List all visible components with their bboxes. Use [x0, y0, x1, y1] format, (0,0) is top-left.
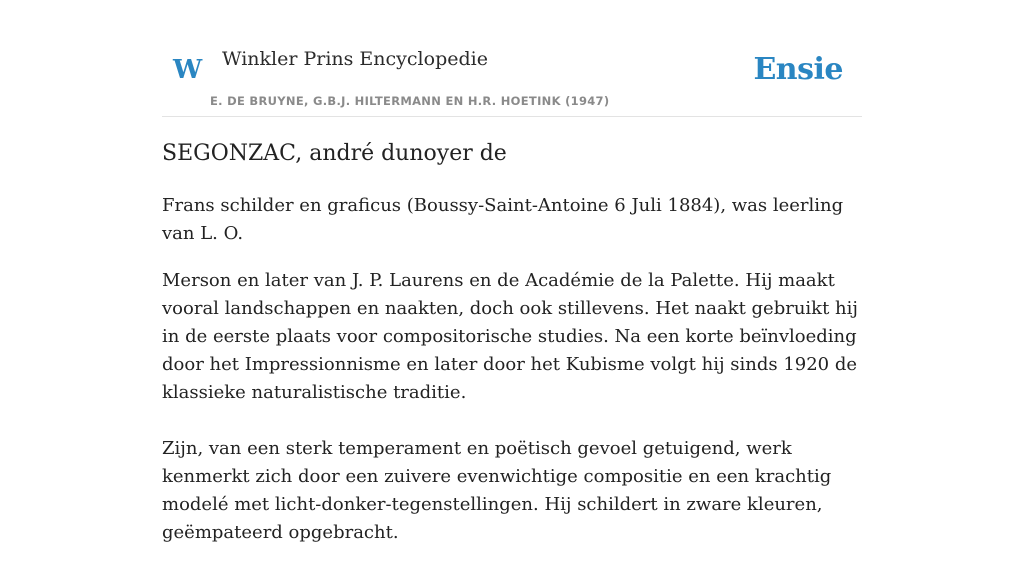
book-header	[162, 0, 862, 117]
entry-body	[162, 192, 862, 566]
book-title[interactable]: Winkler Prins Encyclopedie	[222, 48, 488, 70]
entry-title: SEGONZAC, andré dunoyer de	[162, 141, 507, 166]
entry-paragraph-2: Merson en later van J. P. Laurens en de Académie de la Palette. Hij maakt vooral landschappen en naakten, doch ook stillevens. Het naakt gebruikt hij in de eerste plaats voor compositorische studies. Na een korte beïnvloeding door het Impressionnisme en later door het Kubisme volgt hij sinds 1920 de klassieke naturalistische traditie.	[162, 270, 858, 403]
book-authors: E. DE BRUYNE, G.B.J. HILTERMANN EN H.R. HOETINK (1947)	[210, 94, 610, 108]
entry-paragraph-3: Zijn, van een sterk temperament en poëtisch gevoel getuigend, werk kenmerkt zich door een zuivere evenwichtige compositie en een krachtig modelé met licht-donker-tegenstellingen. Hij schildert in zware kleuren, geëmpateerd opgebracht.	[162, 438, 832, 543]
winkler-prins-logo-icon[interactable]: W	[173, 55, 203, 85]
entry-paragraph-1: Frans schilder en graficus (Boussy-Saint-Antoine 6 Juli 1884), was leerling van L. O.	[162, 195, 844, 244]
ensie-brand-logo[interactable]: Ensie	[753, 52, 843, 87]
page-container	[162, 0, 862, 543]
